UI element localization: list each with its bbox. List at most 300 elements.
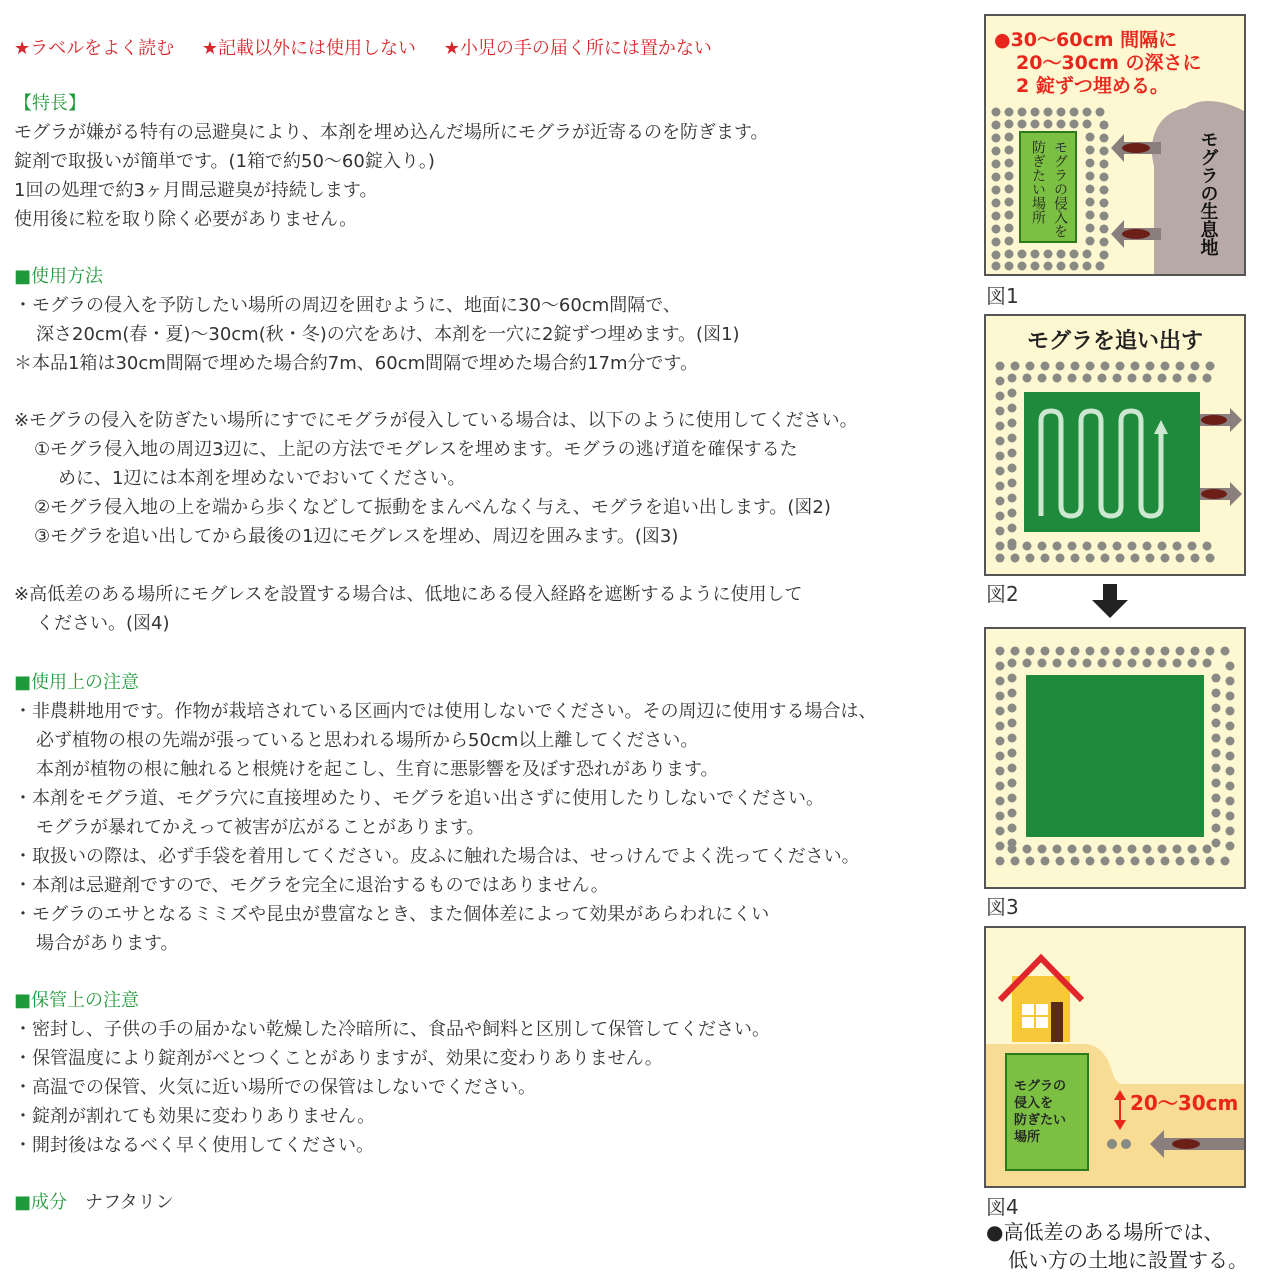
pellet-dot	[1191, 857, 1200, 866]
pellet-dot	[1008, 389, 1017, 398]
pellet-dot	[1226, 752, 1235, 761]
pellet-dot	[996, 782, 1005, 791]
caution-line: ・本剤をモグラ道、モグラ穴に直接埋めたり、モグラを追い出さずに使用したりしないでください。	[14, 788, 824, 809]
pellet-dot	[1008, 374, 1017, 383]
pellet-dot	[1098, 659, 1107, 668]
pellet-dot	[1161, 647, 1170, 656]
pellet-dot	[1176, 554, 1185, 563]
usage-note-line: ③モグラを追い出してから最後の1辺にモグレスを埋め、周辺を囲みます。(図3)	[34, 526, 679, 547]
pellet-dot	[1005, 211, 1014, 220]
pellet-dot	[996, 362, 1005, 371]
pellet-dot	[1008, 494, 1017, 503]
pellet-dot	[1100, 212, 1109, 221]
pellet-dot	[1116, 857, 1125, 866]
pellet-dot	[996, 512, 1005, 521]
pellet-dot	[1086, 172, 1095, 181]
pellet-dot	[1026, 554, 1035, 563]
caution-line: 場合があります。	[36, 933, 179, 954]
pellet-dot	[1083, 845, 1092, 854]
pellet-dot	[1212, 704, 1221, 713]
protect-label-line2: 防ぎたい場所	[1030, 140, 1046, 224]
pellet-dot	[1008, 674, 1017, 683]
caution-line: ・取扱いの際は、必ず手袋を着用してください。皮ふに触れた場合は、せっけんでよく洗ってください。	[14, 846, 860, 867]
pellet-dot	[1083, 374, 1092, 383]
pellet-dot	[1005, 172, 1014, 181]
pellet-dot	[1212, 764, 1221, 773]
pellet-dot	[1116, 554, 1125, 563]
protected-area	[1006, 1054, 1088, 1170]
pellet-dot	[992, 238, 1001, 247]
pellet-dot	[992, 199, 1001, 208]
pellet-dot	[1128, 542, 1137, 551]
pellet-dot	[1212, 824, 1221, 833]
feature-line: 1回の処理で約3ヶ月間忌避臭が持続します。	[14, 180, 378, 201]
pellet-dot	[1005, 120, 1014, 129]
pellet-dot	[1100, 134, 1109, 143]
habitat-label: モグラの生息地	[1197, 130, 1219, 256]
figure-2-label: 図2	[986, 582, 1019, 606]
ingredient-value: ナフタリン	[85, 1192, 174, 1213]
pellet-dot	[1018, 250, 1027, 259]
pellet-dot	[1161, 857, 1170, 866]
pellet-dot	[1101, 647, 1110, 656]
pellet-dot	[1212, 674, 1221, 683]
pellet-dot	[996, 797, 1005, 806]
pellet-dot	[1212, 839, 1221, 848]
pellet-dot	[1128, 374, 1137, 383]
pellet-dot	[1113, 542, 1122, 551]
pellet-dot	[996, 722, 1005, 731]
pellet-dot	[1086, 647, 1095, 656]
pellet-dot	[1176, 362, 1185, 371]
depth-label: 20～30cm	[1130, 1091, 1239, 1115]
pellet-dot	[1173, 374, 1182, 383]
pellet-dot	[996, 752, 1005, 761]
pellet-dot	[1212, 689, 1221, 698]
warning-read-label: ★ラベルをよく読む	[14, 38, 175, 59]
caution-line: ・本剤は忌避剤ですので、モグラを完全に退治するものではありません。	[14, 875, 609, 896]
pellet-dot	[1005, 185, 1014, 194]
pellet-dot	[1101, 554, 1110, 563]
slope-note-section	[14, 580, 803, 638]
pellet-dot	[1070, 250, 1079, 259]
pellet-dot	[1005, 159, 1014, 168]
pellet-dot	[992, 251, 1001, 260]
pellet-dot	[1143, 845, 1152, 854]
pellet-dot	[992, 173, 1001, 182]
pellet-dot	[1056, 554, 1065, 563]
pellet-dot	[1128, 659, 1137, 668]
pellet-dot	[996, 677, 1005, 686]
pellet-dot	[1161, 362, 1170, 371]
fig1-caption-line3: 2 錠ずつ埋める。	[1016, 75, 1169, 97]
pellet-dot	[1026, 647, 1035, 656]
pellet-dot	[992, 212, 1001, 221]
pellet-dot	[1011, 362, 1020, 371]
usage-line: ・モグラの侵入を予防したい場所の周辺を囲むように、地面に30～60cm間隔で、	[14, 295, 681, 316]
walking-path	[1041, 411, 1161, 516]
pellet-dot	[1096, 262, 1105, 271]
pellet-dot	[1008, 704, 1017, 713]
pellet-dot	[996, 377, 1005, 386]
slope-note-line: ください。(図4)	[36, 613, 170, 634]
pellet-dot	[1203, 845, 1212, 854]
pellet-dot	[1011, 857, 1020, 866]
pellet-dot	[1008, 479, 1017, 488]
pellet-dot	[996, 452, 1005, 461]
pellet-dot	[1226, 707, 1235, 716]
pellet-dot	[1083, 659, 1092, 668]
pellet-dot	[1005, 133, 1014, 142]
mole-icon	[1172, 1139, 1200, 1149]
pellet-dot	[1083, 120, 1092, 129]
pellet-dot	[996, 707, 1005, 716]
features-section	[14, 89, 769, 234]
pellet-dot	[1226, 662, 1235, 671]
pellet-dot	[1005, 146, 1014, 155]
pellet-dot	[1212, 749, 1221, 758]
pellet-dot	[1031, 250, 1040, 259]
pellet-dot	[992, 108, 1001, 117]
pellet-dot	[1146, 554, 1155, 563]
pellet-dot	[1143, 374, 1152, 383]
pellet-dot	[1100, 251, 1109, 260]
pellet-dot	[1226, 812, 1235, 821]
storage-line: ・密封し、子供の手の届かない乾燥した冷暗所に、食品や飼料と区別して保管してください。	[14, 1019, 770, 1040]
pellet-dot	[1188, 845, 1197, 854]
pellet-dot	[1023, 659, 1032, 668]
pellet-dot	[1057, 108, 1066, 117]
pellet-dot	[1041, 647, 1050, 656]
pellet-dot	[1008, 794, 1017, 803]
pellet-dot	[1188, 659, 1197, 668]
pellet-dot	[1038, 374, 1047, 383]
pellet-dot	[1100, 121, 1109, 130]
pellet-dot	[1057, 250, 1066, 259]
pellet-dot	[996, 467, 1005, 476]
pellet-dot	[1071, 647, 1080, 656]
pellet-dot	[1038, 542, 1047, 551]
pellet-dot	[1008, 404, 1017, 413]
pellet-dot	[1086, 185, 1095, 194]
pellet-dot	[1116, 362, 1125, 371]
pellet-dot	[1023, 845, 1032, 854]
caution-storage-title: ■保管上の注意	[14, 990, 140, 1011]
pellet-dot	[1031, 120, 1040, 129]
figure-4-drawing	[986, 928, 1244, 1186]
storage-line: ・錠剤が割れても効果に変わりありません。	[14, 1106, 376, 1127]
warning-keep-from-children: ★小児の手の届く所には置かない	[443, 38, 712, 59]
pellet-dot	[1113, 659, 1122, 668]
pellet-dot	[996, 437, 1005, 446]
pellet-dot	[1083, 542, 1092, 551]
pellet-dot	[996, 842, 1005, 851]
figure-1-label: 図1	[986, 284, 1019, 308]
pellet-dot	[1226, 797, 1235, 806]
pellet-dot	[996, 422, 1005, 431]
usage-note-line: ※モグラの侵入を防ぎたい場所にすでにモグラが侵入している場合は、以下のように使用してください。	[14, 410, 858, 431]
pellet-dot	[1226, 677, 1235, 686]
pellet-dot	[1176, 857, 1185, 866]
pellet-dot	[1005, 108, 1014, 117]
usage-section	[14, 262, 740, 378]
pellet-dot	[1053, 374, 1062, 383]
protect-label-line: モグラの	[1014, 1079, 1067, 1094]
pellet-dot	[1221, 857, 1230, 866]
pellet-dot	[1041, 554, 1050, 563]
usage-note-line: ②モグラ侵入地の上を端から歩くなどして振動をまんべんなく与え、モグラを追い出します。(図2)	[34, 497, 831, 518]
protect-label-line1: モグラの侵入を	[1052, 140, 1068, 238]
storage-line: ・保管温度により錠剤がべとつくことがありますが、効果に変わりありません。	[14, 1048, 663, 1069]
pellet-dot	[1143, 659, 1152, 668]
pellet-dot	[1008, 434, 1017, 443]
usage-line: ＊本品1箱は30cm間隔で埋めた場合約7m、60cm間隔で埋めた場合約17m分です。	[14, 353, 699, 374]
ingredient-section	[14, 1188, 174, 1217]
pellet-dot	[1053, 542, 1062, 551]
ingredient-title: ■成分	[14, 1192, 68, 1213]
pellet-dot	[1008, 689, 1017, 698]
pellet-dot	[1041, 362, 1050, 371]
pellet-dot	[1008, 824, 1017, 833]
pellet-dot	[992, 225, 1001, 234]
pellet-dot	[1018, 262, 1027, 271]
pellet-dot	[1131, 647, 1140, 656]
protect-label-line: 防ぎたい	[1014, 1113, 1067, 1128]
ingredient-row	[14, 1188, 174, 1217]
pellet-dot	[996, 737, 1005, 746]
pellet-dot	[1026, 362, 1035, 371]
pellet-dot	[1100, 186, 1109, 195]
pellet-dot	[1173, 659, 1182, 668]
figure-1-drawing	[986, 16, 1244, 274]
pellet-dot	[1212, 779, 1221, 788]
pellet-dot	[1023, 374, 1032, 383]
mole-icon	[1201, 489, 1227, 499]
pellet-dot	[1086, 133, 1095, 142]
usage-line: 深さ20cm(春・夏)～30cm(秋・冬)の穴をあけ、本剤を一穴に2錠ずつ埋めます。(図1)	[36, 324, 740, 345]
pellet-dot	[1053, 845, 1062, 854]
pellet-dot	[1173, 542, 1182, 551]
pellet-dot	[1158, 374, 1167, 383]
pellet-dot	[1005, 262, 1014, 271]
pellet-dot	[1191, 554, 1200, 563]
pellet-dot	[1100, 225, 1109, 234]
pellet-dot	[1005, 250, 1014, 259]
pellet-dot	[996, 692, 1005, 701]
pellet-dot	[1100, 160, 1109, 169]
pellet-dot	[996, 482, 1005, 491]
figure-3	[984, 627, 1246, 889]
pellet-dot	[1038, 659, 1047, 668]
pellet-dot	[1056, 857, 1065, 866]
pellet-dot	[1107, 1139, 1117, 1149]
pellet-dot	[1226, 827, 1235, 836]
pellet-dot	[1086, 224, 1095, 233]
pellet-dot	[1206, 554, 1215, 563]
pellet-dot	[1083, 262, 1092, 271]
pellet-dot	[1071, 362, 1080, 371]
down-arrow-icon	[1090, 584, 1130, 620]
pellet-dot	[1121, 1139, 1131, 1149]
fig4-note-line1: ●高低差のある場所では、	[986, 1220, 1224, 1244]
pellet-dot	[996, 812, 1005, 821]
pellet-dot	[1086, 554, 1095, 563]
pellet-dot	[1206, 647, 1215, 656]
feature-line: 使用後に粒を取り除く必要がありません。	[14, 209, 358, 230]
usage-note-section	[14, 406, 858, 551]
pellet-dot	[1173, 845, 1182, 854]
pellet-dot	[996, 767, 1005, 776]
pellet-dot	[1100, 147, 1109, 156]
pellet-dot	[1008, 449, 1017, 458]
pellet-dot	[1086, 211, 1095, 220]
pellet-dot	[1212, 719, 1221, 728]
pellet-dot	[1100, 238, 1109, 247]
pellet-dot	[1008, 809, 1017, 818]
pellet-dot	[1068, 374, 1077, 383]
pellet-dot	[1098, 374, 1107, 383]
pellet-dot	[1018, 108, 1027, 117]
pellet-dot	[1226, 842, 1235, 851]
caution-line: モグラが暴れてかえって被害が広がることがあります。	[36, 817, 485, 838]
pellet-dot	[1056, 362, 1065, 371]
pellet-dot	[1070, 120, 1079, 129]
pellet-dot	[996, 527, 1005, 536]
pellet-dot	[996, 662, 1005, 671]
pellet-dot	[1056, 647, 1065, 656]
pellet-dot	[996, 407, 1005, 416]
pellet-dot	[1226, 737, 1235, 746]
pellet-dot	[1068, 542, 1077, 551]
fig2-title: モグラを追い出す	[1026, 329, 1204, 354]
pellet-dot	[1226, 692, 1235, 701]
pellet-dot	[1070, 262, 1079, 271]
pellet-dot	[1008, 764, 1017, 773]
pellet-dot	[1176, 647, 1185, 656]
pellet-dot	[1143, 542, 1152, 551]
pellet-dot	[1011, 647, 1020, 656]
mole-icon	[1122, 229, 1150, 239]
feature-line: 錠剤で取扱いが簡単です。(1箱で約50～60錠入り。)	[14, 151, 435, 172]
pellet-dot	[996, 554, 1005, 563]
pellet-dot	[992, 147, 1001, 156]
pellet-dot	[996, 857, 1005, 866]
pellet-dot	[1086, 362, 1095, 371]
pellet-dot	[1008, 539, 1017, 548]
pellet-dot	[1038, 845, 1047, 854]
pellet-dot	[1146, 857, 1155, 866]
pellet-dot	[1008, 749, 1017, 758]
fig4-note-line2: 低い方の土地に設置する。	[1008, 1248, 1248, 1272]
figure-2-drawing	[986, 316, 1244, 574]
house-door	[1051, 1002, 1063, 1042]
pellet-dot	[1031, 262, 1040, 271]
pellet-dot	[1188, 374, 1197, 383]
mole-icon	[1122, 143, 1150, 153]
pellet-dot	[1041, 857, 1050, 866]
pellet-dot	[1026, 857, 1035, 866]
pellet-dot	[1018, 120, 1027, 129]
pellet-dot	[1203, 542, 1212, 551]
pellet-dot	[1101, 857, 1110, 866]
pellet-dot	[1206, 362, 1215, 371]
pellet-dot	[992, 134, 1001, 143]
fig1-caption-line2: 20～30cm の深さに	[1016, 52, 1202, 74]
caution-use-title: ■使用上の注意	[14, 672, 140, 693]
pellet-dot	[1086, 159, 1095, 168]
caution-line: ・非農耕地用です。作物が栽培されている区画内では使用しないでください。その周辺に使用する場合は、	[14, 701, 877, 722]
pellet-dot	[996, 497, 1005, 506]
pellet-dot	[1008, 464, 1017, 473]
pellet-dot	[1098, 845, 1107, 854]
usage-note-line: ①モグラ侵入地の周辺3辺に、上記の方法でモグレスを埋めます。モグラの逃げ道を確保するた	[34, 439, 798, 460]
pellet-dot	[1086, 857, 1095, 866]
pellet-dot	[1188, 542, 1197, 551]
pellet-dot	[992, 121, 1001, 130]
caution-storage-section	[14, 986, 770, 1160]
pellet-dot	[1008, 509, 1017, 518]
pellet-dot	[1008, 779, 1017, 788]
caution-line: 本剤が植物の根に触れると根焼けを起こし、生育に悪影響を及ぼす恐れがあります。	[36, 759, 719, 780]
pellet-dot	[1068, 845, 1077, 854]
figure-4-label: 図4	[986, 1195, 1019, 1219]
usage-note-line: めに、1辺には本剤を埋めないでおいてください。	[58, 468, 466, 489]
pellet-dot	[1071, 554, 1080, 563]
usage-title: ■使用方法	[14, 266, 104, 287]
pellet-dot	[1083, 108, 1092, 117]
pellet-dot	[1086, 146, 1095, 155]
pellet-dot	[1005, 198, 1014, 207]
figure-1	[984, 14, 1246, 276]
pellet-dot	[992, 262, 1001, 271]
pellet-dot	[1206, 857, 1215, 866]
pellet-dot	[1070, 108, 1079, 117]
pellet-dot	[1005, 237, 1014, 246]
pellet-dot	[1005, 224, 1014, 233]
pellet-dot	[1044, 262, 1053, 271]
pellet-dot	[992, 160, 1001, 169]
pellet-dot	[1161, 554, 1170, 563]
pellet-dot	[996, 827, 1005, 836]
pellet-dot	[1212, 794, 1221, 803]
pellet-dot	[1146, 362, 1155, 371]
figure-3-drawing	[986, 629, 1244, 887]
pellet-dot	[1100, 173, 1109, 182]
figure-2	[984, 314, 1246, 576]
pellet-dot	[1158, 845, 1167, 854]
protect-label-line: 侵入を	[1014, 1096, 1054, 1111]
protected-area	[1026, 675, 1204, 837]
fig1-caption-line1: ●30～60cm 間隔に	[994, 29, 1178, 51]
pellet-dot	[1203, 659, 1212, 668]
figure-3-label: 図3	[986, 895, 1019, 919]
pellet-dot	[1011, 554, 1020, 563]
slope-note-line: ※高低差のある場所にモグレスを設置する場合は、低地にある侵入経路を遮断するように使用して	[14, 584, 803, 605]
feature-line: モグラが嫌がる特有の忌避臭により、本剤を埋め込んだ場所にモグラが近寄るのを防ぎます。	[14, 122, 769, 143]
pellet-dot	[1008, 524, 1017, 533]
pellet-dot	[1146, 647, 1155, 656]
warning-line	[14, 34, 734, 60]
pellet-dot	[1221, 647, 1230, 656]
warning-no-other-use: ★記載以外には使用しない	[201, 38, 417, 59]
pellet-dot	[1128, 845, 1137, 854]
pellet-dot	[1008, 719, 1017, 728]
pellet-dot	[1057, 262, 1066, 271]
caution-line: ・モグラのエサとなるミミズや昆虫が豊富なとき、また個体差によって効果があらわれにくい	[14, 904, 770, 925]
pellet-dot	[1113, 845, 1122, 854]
pellet-dot	[1008, 659, 1017, 668]
pellet-dot	[1212, 809, 1221, 818]
